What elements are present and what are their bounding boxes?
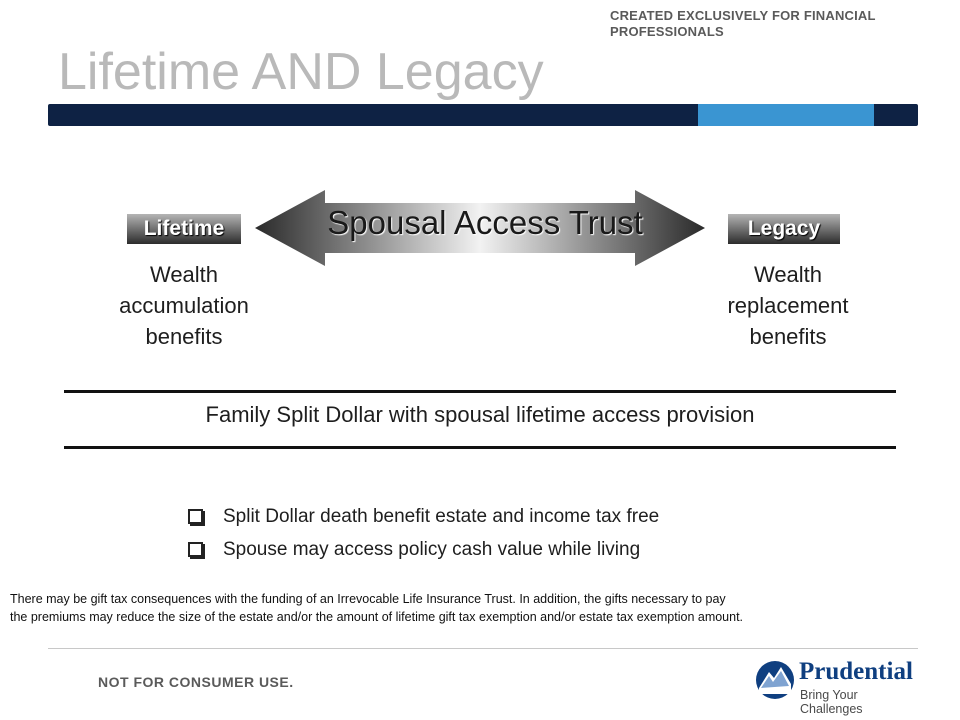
- bullet-text: Split Dollar death benefit estate and income tax free: [223, 505, 660, 527]
- brand-tagline: Bring Your Challenges: [800, 688, 863, 716]
- lifetime-tab: Lifetime: [127, 214, 241, 244]
- rock-of-gibraltar-icon: [755, 658, 795, 702]
- professional-notice-line2: PROFESSIONALS: [610, 24, 724, 39]
- legacy-tab: Legacy: [728, 214, 840, 244]
- bottom-rule: [64, 446, 896, 449]
- disclaimer-line: There may be gift tax consequences with the funding of an Irrevocable Life Insurance Trust. In addition, the gifts necessary to pay: [10, 592, 726, 606]
- title-divider-bar: [48, 104, 918, 126]
- top-rule: [64, 390, 896, 393]
- footer-divider: [48, 648, 918, 649]
- disclaimer-line: the premiums may reduce the size of the estate and/or the amount of lifetime gift tax exemption and/or estate tax exemption amount.: [10, 610, 744, 624]
- disclaimer-text: [10, 590, 955, 626]
- lifetime-benefits-line: benefits: [145, 324, 223, 349]
- divider-segment-blue: [698, 104, 874, 126]
- divider-segment-navy: [48, 104, 698, 126]
- legacy-benefits-text: [698, 259, 878, 352]
- consumer-use-notice: NOT FOR CONSUMER USE.: [98, 674, 294, 690]
- brand-name: Prudential: [799, 658, 913, 685]
- bullet-item: [188, 500, 828, 533]
- legacy-benefits-line: Wealth: [753, 262, 823, 287]
- bullet-text: Spouse may access policy cash value while living: [223, 538, 641, 560]
- bullet-item: [188, 533, 828, 566]
- lifetime-benefits-line: Wealth: [149, 262, 219, 287]
- page-title: Lifetime AND Legacy: [58, 43, 544, 101]
- professional-notice-line1: CREATED EXCLUSIVELY FOR FINANCIAL: [610, 8, 876, 23]
- checkbox-bullet-icon: [188, 542, 203, 557]
- family-split-dollar-text: Family Split Dollar with spousal lifetime access provision: [205, 402, 755, 427]
- lifetime-benefits-text: [94, 259, 274, 352]
- professional-notice: [610, 8, 910, 40]
- spousal-access-trust-label: Spousal Access Trust: [327, 204, 643, 241]
- checkbox-bullet-icon: [188, 509, 203, 524]
- legacy-benefits-line: benefits: [749, 324, 827, 349]
- divider-segment-navy-end: [874, 104, 918, 126]
- legacy-benefits-line: replacement: [727, 293, 849, 318]
- lifetime-benefits-line: accumulation: [119, 293, 249, 318]
- prudential-logo: [755, 656, 915, 716]
- benefits-bullet-list: [188, 500, 828, 566]
